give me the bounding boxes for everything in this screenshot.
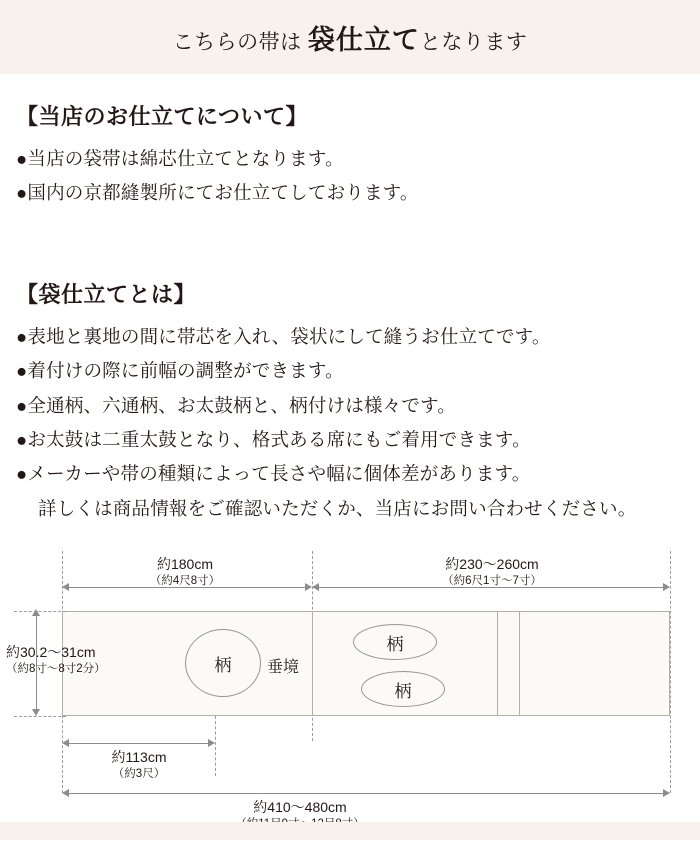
left-height-guide-top [14, 611, 66, 612]
bottom-left-arrow-head-left [62, 739, 69, 747]
section2-bullet-2: ●着付けの際に前幅の調整ができます。 [16, 360, 344, 382]
divider-label: 垂境 [266, 659, 300, 676]
top-right-arrow-head-right [663, 583, 670, 591]
bottom-total-arrow-head-left [62, 789, 69, 797]
section2-bullet-5: ●メーカーや帯の種類によって長さや幅に個体差があります。 [16, 463, 531, 485]
top-right-measure-sub: （約6尺1寸〜7寸） [442, 574, 542, 587]
belt-break-line-2 [519, 611, 520, 716]
bottom-total-arrow-head-right [663, 789, 670, 797]
section-spacer [16, 212, 684, 252]
belt-dimension-diagram [0, 551, 700, 841]
top-left-arrow-head-right [305, 583, 312, 591]
bottom-left-measure-sub: （約3尺） [112, 767, 166, 780]
pattern-oval-large-label: 柄 [214, 655, 232, 675]
section-title-2: 【袋仕立てとは】 [16, 281, 197, 307]
top-left-measure-sub: （約4尺8寸） [149, 574, 221, 587]
header-suffix: となります [419, 30, 528, 54]
header-emphasis: 袋仕立て [307, 24, 420, 55]
pattern-oval-top-label: 柄 [386, 634, 404, 654]
section1-bullet-1: ●当店の袋帯は綿芯仕立てとなります。 [16, 148, 344, 169]
section2-bullet-1: ●表地と裏地の間に帯芯を入れ、袋状にして縫うお仕立てです。 [16, 325, 551, 347]
section2-bullet-4: ●お太鼓は二重太鼓となり、格式ある席にもご着用できます。 [16, 428, 531, 450]
footer-band [0, 822, 700, 840]
section1-bullet-2: ●国内の京都縫製所にてお仕立てしております。 [16, 182, 419, 204]
bottom-left-measure-main: 約113cm [111, 749, 167, 765]
header-title [173, 18, 528, 57]
left-height-measure-main: 約30.2〜31cm [6, 644, 96, 660]
guide-line-right [670, 551, 671, 793]
left-height-guide-bottom [14, 716, 66, 717]
header-prefix: こちらの帯は [172, 30, 308, 54]
guide-line-bottom-left [215, 716, 216, 776]
pattern-oval-large [185, 629, 261, 697]
top-left-measure-main: 約180cm [156, 556, 214, 572]
left-height-arrow-down [32, 709, 40, 716]
top-right-arrow-head-left [312, 583, 319, 591]
section2-subnote-1: 詳しくは商品情報をご確認いただくか、当店にお問い合わせください。 [38, 497, 637, 519]
pattern-oval-bottom [361, 671, 445, 707]
pattern-oval-bottom-label: 柄 [394, 681, 412, 701]
section-title-1: 【当店のお仕立てについて】 [16, 104, 309, 129]
bottom-total-measure-line [66, 793, 666, 794]
top-left-measure-label [125, 555, 245, 589]
bottom-left-measure-line [66, 743, 211, 744]
bottom-left-measure-label [84, 748, 194, 782]
left-height-measure-sub: （約8寸〜8寸2分） [6, 662, 106, 675]
bottom-total-measure-main: 約410〜480cm [253, 799, 347, 815]
top-right-measure-label [427, 555, 557, 589]
section2-bullet-3: ●全通柄、六通柄、お太鼓柄と、柄付けは様々です。 [16, 394, 456, 416]
top-right-measure-main: 約230〜260cm [445, 556, 539, 572]
left-height-measure-label [6, 643, 116, 677]
pattern-oval-top [353, 624, 437, 660]
page-header [0, 0, 700, 74]
belt-body [62, 611, 670, 716]
belt-break-line-1 [497, 611, 498, 716]
belt-divider-line [312, 611, 313, 716]
top-left-arrow-head-left [62, 583, 69, 591]
bottom-left-arrow-head-right [208, 739, 215, 747]
content-area [0, 100, 700, 525]
